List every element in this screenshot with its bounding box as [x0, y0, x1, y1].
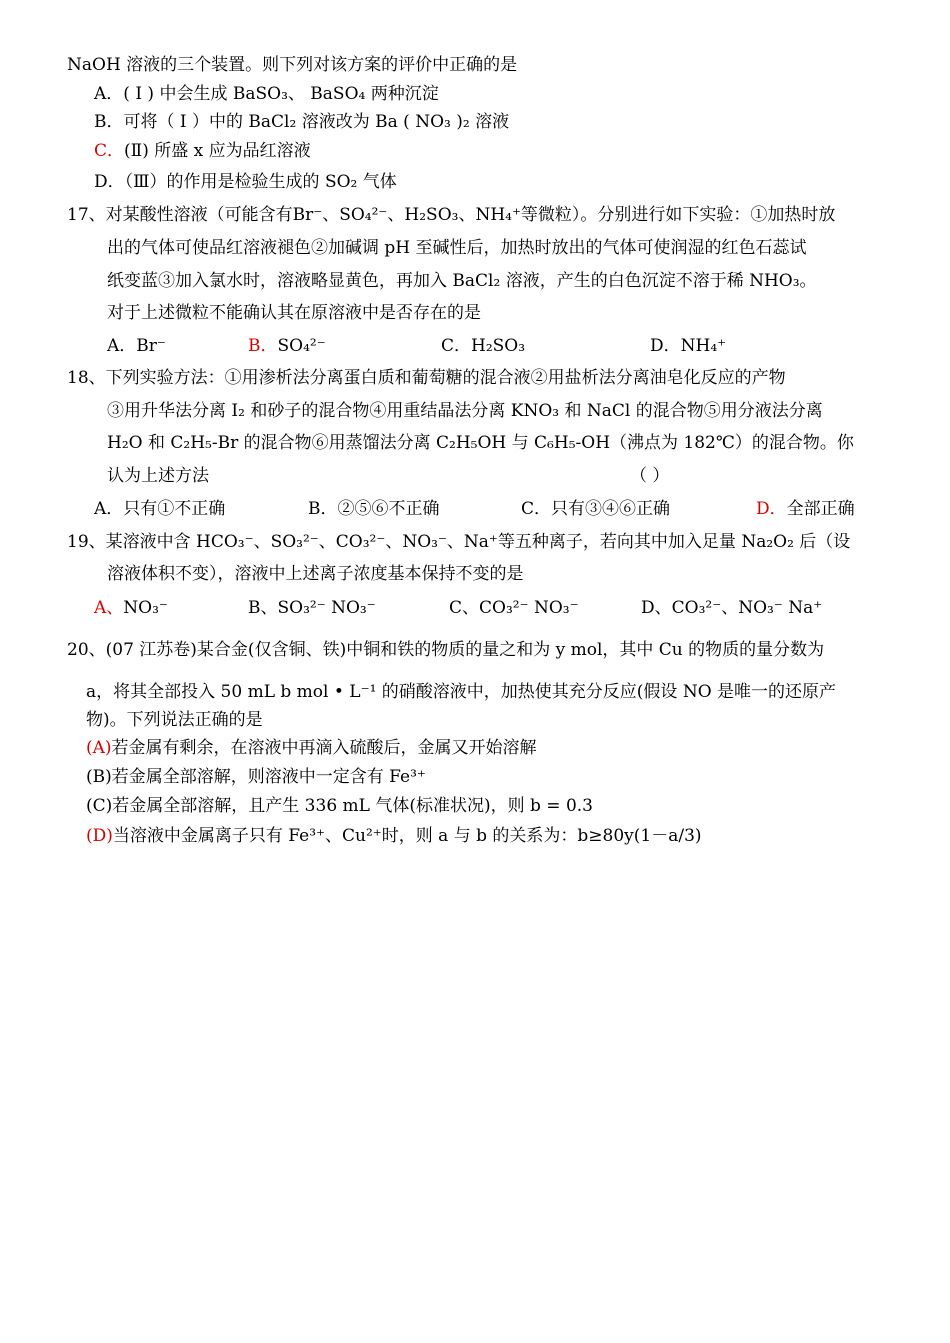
q19-option-c: C、CO₃²⁻ NO₃⁻ [449, 598, 579, 618]
q19-option-b: B、SO₃²⁻ NO₃⁻ [248, 598, 376, 618]
q17-option-a: A．Br⁻ [107, 336, 166, 356]
q16-option-d: D．（Ⅲ）的作用是检验生成的 SO₂ 气体 [94, 172, 397, 192]
q20-option-c: (C)若金属全部溶解，且产生 336 mL 气体(标准状况)，则 b = 0.3 [86, 796, 593, 816]
q17-line-1: 17、对某酸性溶液（可能含有Br⁻、SO₄²⁻、H₂SO₃、NH₄⁺等微粒）。分别进行如下实验：①加热时放 [67, 205, 836, 225]
q19-option-d: D、CO₃²⁻、NO₃⁻ Na⁺ [641, 598, 823, 618]
q19-line-1: 19、某溶液中含 HCO₃⁻、SO₃²⁻、CO₃²⁻、NO₃⁻、Na⁺等五种离子，若向其中加入足量 Na₂O₂ 后（设 [67, 532, 851, 552]
q18-option-b: B．②⑤⑥不正确 [308, 499, 440, 519]
q17-line-4: 对于上述微粒不能确认其在原溶液中是否存在的是 [107, 303, 481, 323]
q18-line-1: 18、下列实验方法：①用渗析法分离蛋白质和葡萄糖的混合液②用盐析法分离油皂化反应的产物 [67, 368, 786, 388]
q19-line-2: 溶液体积不变），溶液中上述离子浓度基本保持不变的是 [107, 564, 524, 584]
q18-line-2: ③用升华法分离 I₂ 和砂子的混合物④用重结晶法分离 KNO₃ 和 NaCl 的混合物⑤用分液法分离 [107, 401, 823, 421]
q16-option-b: B．可将（ Ⅰ ）中的 BaCl₂ 溶液改为 Ba ( NO₃ )₂ 溶液 [94, 112, 510, 132]
q16-option-c: C．(Ⅱ) 所盛 x 应为品红溶液 [94, 141, 311, 161]
q20-line-1: 20、(07 江苏卷)某合金(仅含铜、铁)中铜和铁的物质的量之和为 y mol，其中 Cu 的物质的量分数为 [67, 640, 825, 660]
answer-label: C． [94, 141, 125, 161]
q20-option-b: (B)若金属全部溶解，则溶液中一定含有 Fe³⁺ [86, 767, 426, 787]
q17-option-c: C．H₂SO₃ [441, 336, 526, 356]
q18-line-4: 认为上述方法 [107, 466, 209, 486]
q17-line-3: 纸变蓝③加入氯水时，溶液略显黄色，再加入 BaCl₂ 溶液，产生的白色沉淀不溶于稀 NHO₃。 [107, 271, 817, 291]
q18-line-3: H₂O 和 C₂H₅-Br 的混合物⑥用蒸馏法分离 C₂H₅OH 与 C₆H₅-OH（沸点为 182℃）的混合物。你 [107, 433, 854, 453]
answer-label: (D) [86, 826, 113, 846]
q17-option-b: B．SO₄²⁻ [248, 336, 326, 356]
q16-option-a: A．( Ⅰ ) 中会生成 BaSO₃、 BaSO₄ 两种沉淀 [94, 84, 439, 104]
q20-option-a: (A)若金属有剩余，在溶液中再滴入硫酸后，金属又开始溶解 [86, 738, 537, 758]
q17-option-d: D．NH₄⁺ [650, 336, 727, 356]
answer-label: B． [248, 336, 278, 356]
q18-option-c: C．只有③④⑥正确 [521, 499, 671, 519]
answer-label: A、 [94, 598, 124, 618]
q20-line-2: a，将其全部投入 50 mL b mol • L⁻¹ 的硝酸溶液中，加热使其充分反应(假设 NO 是唯一的还原产 [86, 682, 837, 702]
q18-option-a: A．只有①不正确 [94, 499, 226, 519]
q18-answer-blank: （ ） [630, 466, 670, 486]
q20-option-d: (D)当溶液中金属离子只有 Fe³⁺、Cu²⁺时，则 a 与 b 的关系为：b≥80y(1－a/3) [86, 826, 702, 846]
answer-label: D． [756, 499, 787, 519]
q19-option-a: A、NO₃⁻ [94, 598, 168, 618]
q18-option-d: D．全部正确 [756, 499, 855, 519]
q17-line-2: 出的气体可使品红溶液褪色②加碱调 pH 至碱性后，加热时放出的气体可使润湿的红色石蕊试 [107, 238, 807, 258]
answer-label: (A) [86, 738, 112, 758]
q20-line-3: 物)。下列说法正确的是 [86, 710, 263, 730]
q16-intro: NaOH 溶液的三个装置。则下列对该方案的评价中正确的是 [67, 55, 518, 75]
